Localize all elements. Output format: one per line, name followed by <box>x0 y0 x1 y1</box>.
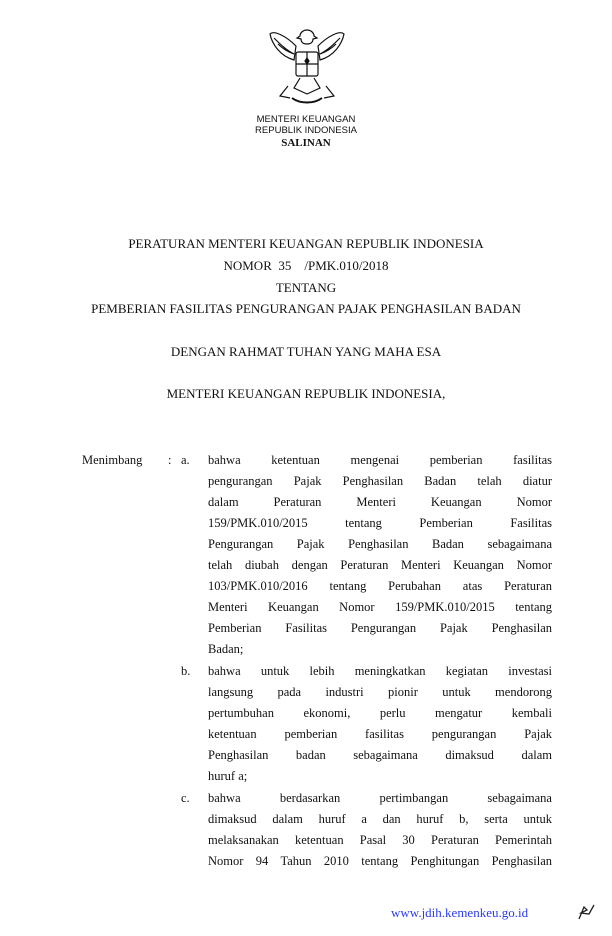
garuda-emblem-icon <box>266 24 348 108</box>
item-text-line <box>208 853 552 869</box>
item-text-line <box>208 790 552 806</box>
footer-url[interactable]: www.jdih.kemenkeu.go.id <box>391 905 529 920</box>
item-text-line <box>208 494 552 510</box>
item-text-line <box>208 599 552 615</box>
item-text-line <box>208 747 552 763</box>
item-text-line <box>208 811 552 827</box>
line-text: Nomor 94 Tahun 2010 tentang Penghitungan Penghasilan <box>208 854 552 868</box>
invocation: DENGAN RAHMAT TUHAN YANG MAHA ESA <box>170 344 442 359</box>
signature-mark-icon <box>576 902 596 922</box>
line-text: 103/PMK.010/2016 tentang Perubahan atas Peraturan <box>208 579 552 593</box>
line-text: bahwa berdasarkan pertimbangan sebagaimana <box>208 791 552 805</box>
item-marker: c. <box>181 791 190 805</box>
line-text: Penghasilan badan sebagaimana dimaksud dalam <box>208 748 552 762</box>
line-text: Pengurangan Pajak Penghasilan Badan sebagaimana <box>208 537 552 551</box>
item-marker: a. <box>181 453 190 467</box>
item-text-line <box>208 641 552 657</box>
considering-label: Menimbang <box>82 453 143 467</box>
item-text-line <box>208 705 552 721</box>
line-text: huruf a; <box>208 769 248 783</box>
line-text: bahwa ketentuan mengenai pemberian fasilitas <box>208 453 552 467</box>
line-text: dimaksud dalam huruf a dan huruf b, serta untuk <box>208 812 552 826</box>
line-text: melaksanakan ketentuan Pasal 30 Peraturan Pemerintah <box>208 833 552 847</box>
item-text-line <box>208 663 552 679</box>
line-text: pertumbuhan ekonomi, perlu mengatur kembali <box>208 706 552 720</box>
line-text: pengurangan Pajak Penghasilan Badan telah diatur <box>208 474 552 488</box>
item-text-line <box>208 684 552 700</box>
line-text: ketentuan pemberian fasilitas pengurangan Pajak <box>208 727 552 741</box>
item-text-line <box>208 536 552 552</box>
line-text: bahwa untuk lebih meningkatkan kegiatan investasi <box>208 664 552 678</box>
line-text: dalam Peraturan Menteri Keuangan Nomor <box>208 495 552 509</box>
regulation-subject: PEMBERIAN FASILITAS PENGURANGAN PAJAK PENGHASILAN BADAN <box>91 301 521 316</box>
letterhead-line2: REPUBLIK INDONESIA <box>255 125 357 136</box>
item-text-line <box>208 578 552 594</box>
letterhead-line1: MENTERI KEUANGAN <box>256 114 356 125</box>
item-text-line <box>208 620 552 636</box>
item-text-line <box>208 452 552 468</box>
item-text-line <box>208 832 552 848</box>
item-text-line <box>208 515 552 531</box>
considering-colon: : <box>168 453 172 467</box>
item-text-line <box>208 473 552 489</box>
line-text: Pemberian Fasilitas Pengurangan Pajak Penghasilan <box>208 621 552 635</box>
item-text-line <box>208 557 552 573</box>
copy-stamp: SALINAN <box>281 137 331 149</box>
regulation-title: PERATURAN MENTERI KEUANGAN REPUBLIK INDONESIA <box>128 236 484 251</box>
line-text: Menteri Keuangan Nomor 159/PMK.010/2015 tentang <box>208 600 552 614</box>
line-text: telah diubah dengan Peraturan Menteri Keuangan Nomor <box>208 558 552 572</box>
line-text: langsung pada industri pionir untuk mendorong <box>208 685 552 699</box>
regulation-number: NOMOR 35 /PMK.010/2018 <box>223 258 389 273</box>
about-label: TENTANG <box>275 280 337 295</box>
line-text: Badan; <box>208 642 244 656</box>
authority: MENTERI KEUANGAN REPUBLIK INDONESIA, <box>166 386 446 401</box>
item-text-line <box>208 768 552 784</box>
line-text: 159/PMK.010/2015 tentang Pemberian Fasilitas <box>208 516 552 530</box>
item-marker: b. <box>181 664 191 678</box>
item-text-line <box>208 726 552 742</box>
